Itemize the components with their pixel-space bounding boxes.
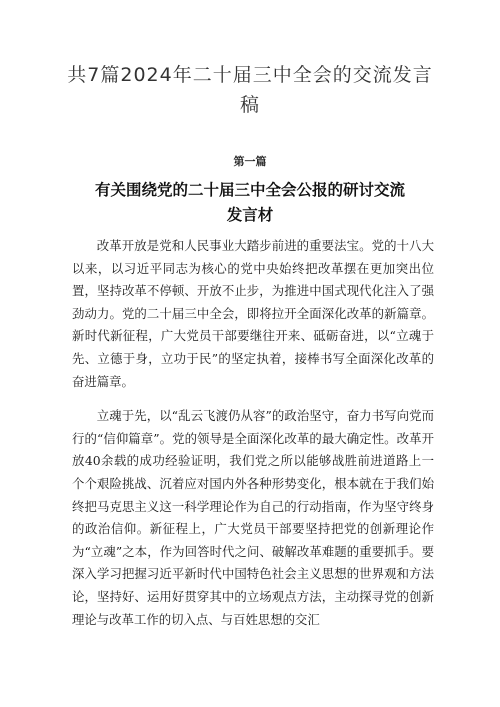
article-title: 有关围绕党的二十届三中全会公报的研讨交流发言材 bbox=[95, 181, 406, 224]
document-title: 共7篇2024年二十届三中全会的交流发言稿 bbox=[67, 64, 433, 116]
article-body bbox=[72, 235, 434, 643]
paragraph: 立魂于先，以“乱云飞渡仍从容”的政治坚守，奋力书写向党而行的“信仰篇章”。党的领导是全面深化改革的最大确定性。改革开放40余载的成功经验证明，我们党之所以能够战胜前进道路上一个个艰险挑战、沉着应对国内外各种形势变化，根本就在于我们始终把马克思主义这一科学理论作为自己的行动指南，作为坚守终身的政治信仰。新征程上，广大党员干部要坚持把党的创新理论作为“立魂”之本，作为回答时代之问、破解改革难题的重要抓手。要深入学习把握习近平新时代中国特色社会主义思想的世界观和方法论，坚持好、运用好贯穿其中的立场观点方法，主动探寻党的创新理论与改革工作的切入点、与百姓思想的交汇 bbox=[72, 408, 434, 627]
paragraph: 改革开放是党和人民事业大踏步前进的重要法宝。党的十八大以来，以习近平同志为核心的党中央始终把改革摆在更加突出位置，坚持改革不停顿、开放不止步，为推进中国式现代化注入了强劲动力。党的二十届三中全会，即将拉开全面深化改革的新篇章。新时代新征程，广大党员干部要继往开来、砥砺奋进，以“立魂于先、立德于身，立功于民”的坚定执着，接棒书写全面深化改革的奋进篇章。 bbox=[72, 238, 434, 389]
section-label: 第一篇 bbox=[233, 155, 267, 168]
